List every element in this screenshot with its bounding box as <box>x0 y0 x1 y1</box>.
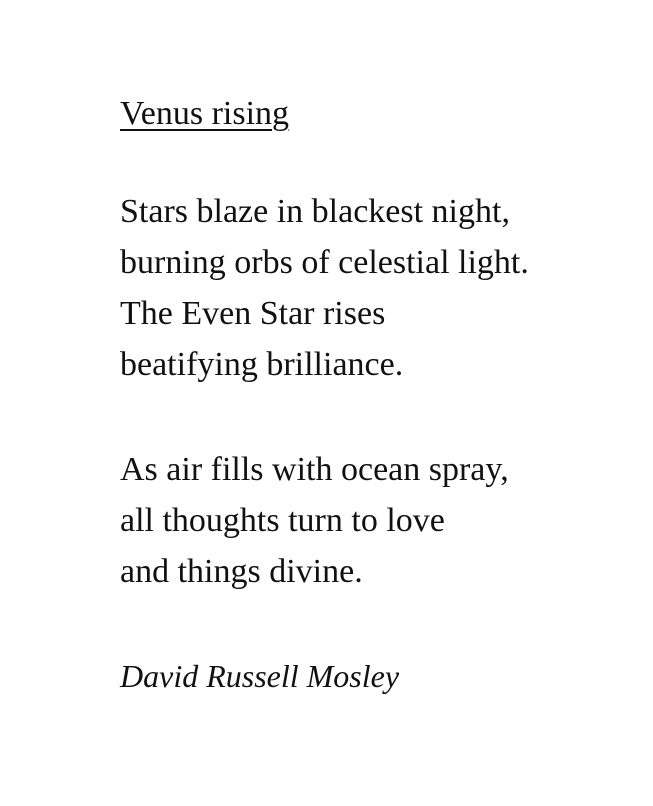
poem-line: Stars blaze in blackest night, <box>120 193 510 230</box>
poem-line: The Even Star rises <box>120 295 386 332</box>
poem-line: beatifying brilliance. <box>120 346 404 383</box>
poem-body <box>120 88 620 701</box>
poem-stanza-1 <box>120 186 620 390</box>
poem-line: and things divine. <box>120 553 363 590</box>
poem-author: David Russell Mosley <box>120 658 400 694</box>
poem-stanza-2 <box>120 444 620 597</box>
poem-line: As air fills with ocean spray, <box>120 451 509 488</box>
poem-line: all thoughts turn to love <box>120 502 445 539</box>
poem-title: Venus rising <box>120 95 290 132</box>
poem-line: burning orbs of celestial light. <box>120 244 529 281</box>
